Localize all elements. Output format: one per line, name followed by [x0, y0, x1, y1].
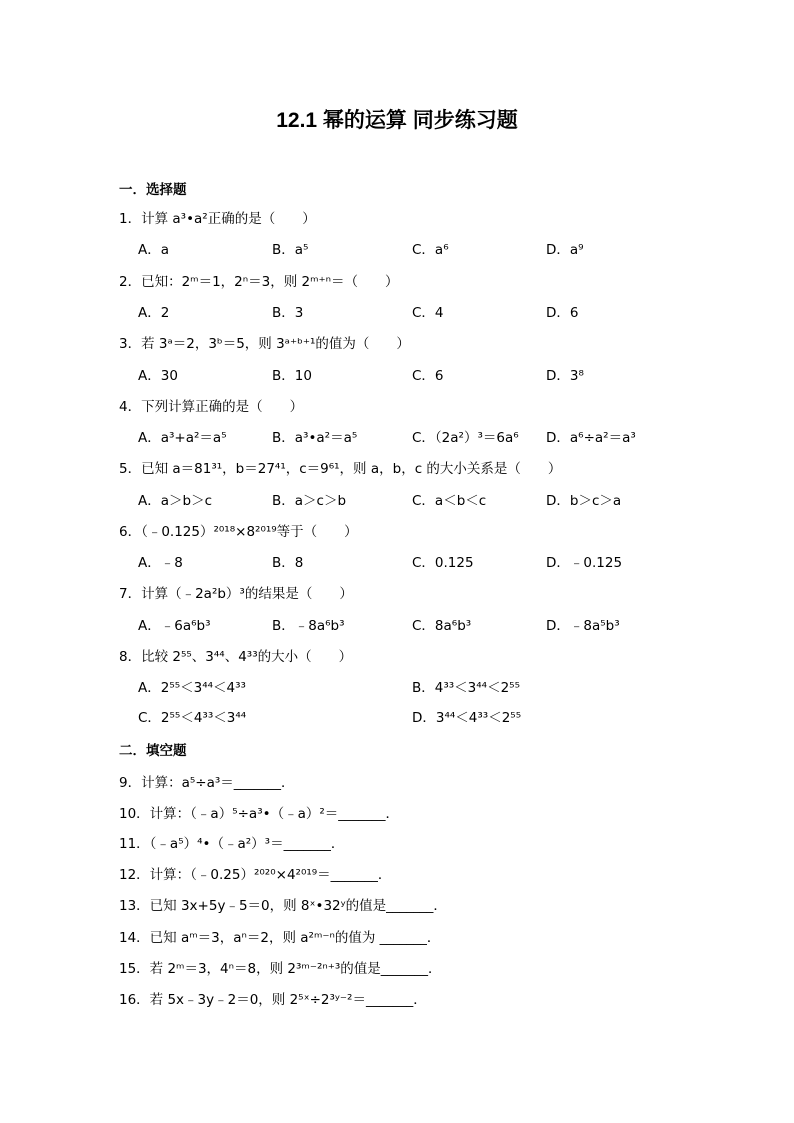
- q7-option-b: B．﹣8a⁶b³: [272, 618, 345, 634]
- q2-option-a: A．2: [138, 305, 170, 321]
- question-4: 4．下列计算正确的是（ ）: [119, 399, 304, 415]
- q3-option-b: B．10: [272, 368, 312, 384]
- q1-option-d: D．a⁹: [546, 242, 584, 258]
- q2-option-b: B．3: [272, 305, 304, 321]
- q7-option-c: C．8a⁶b³: [412, 618, 472, 634]
- question-6: 6．（﹣0.125）²⁰¹⁸×8²⁰¹⁹等于（ ）: [119, 524, 358, 540]
- question-1: 1．计算 a³•a²正确的是（ ）: [119, 211, 316, 227]
- q2-option-c: C．4: [412, 305, 444, 321]
- q6-option-b: B．8: [272, 555, 304, 571]
- q1-option-a: A．a: [138, 242, 170, 258]
- q1-option-b: B．a⁵: [272, 242, 309, 258]
- q8-option-c: C．2⁵⁵＜4³³＜3⁴⁴: [138, 710, 247, 726]
- q3-option-a: A．30: [138, 368, 178, 384]
- q4-option-c: C．（2a²）³＝6a⁶: [412, 430, 519, 446]
- q5-option-c: C．a＜b＜c: [412, 493, 487, 509]
- q8-option-b: B．4³³＜3⁴⁴＜2⁵⁵: [412, 680, 520, 696]
- question-15: 15．若 2ᵐ＝3，4ⁿ＝8，则 2³ᵐ⁻²ⁿ⁺³的值是_______．: [119, 961, 442, 977]
- question-7: 7．计算（﹣2a²b）³的结果是（ ）: [119, 586, 353, 602]
- question-11: 11．（﹣a⁵）⁴•（﹣a²）³＝_______．: [119, 836, 345, 852]
- q3-option-c: C．6: [412, 368, 444, 384]
- question-5: 5．已知 a＝81³¹，b＝27⁴¹，c＝9⁶¹，则 a，b，c 的大小关系是（ ）: [119, 461, 562, 477]
- q6-option-a: A．﹣8: [138, 555, 183, 571]
- q8-option-d: D．3⁴⁴＜4³³＜2⁵⁵: [412, 710, 522, 726]
- q5-option-d: D．b＞c＞a: [546, 493, 622, 509]
- q7-option-d: D．﹣8a⁵b³: [546, 618, 620, 634]
- page-title: 12.1 幂的运算 同步练习题: [276, 109, 518, 132]
- q6-option-c: C．0.125: [412, 555, 474, 571]
- q7-option-a: A．﹣6a⁶b³: [138, 618, 211, 634]
- question-8: 8．比较 2⁵⁵、3⁴⁴、4³³的大小（ ）: [119, 649, 353, 665]
- section-heading-fill: 二．填空题: [119, 743, 187, 758]
- question-9: 9．计算：a⁵÷a³＝_______．: [119, 775, 295, 791]
- question-14: 14．已知 aᵐ＝3，aⁿ＝2，则 a²ᵐ⁻ⁿ的值为 _______．: [119, 930, 441, 946]
- section-heading-choice: 一．选择题: [119, 182, 187, 197]
- question-10: 10．计算：（﹣a）⁵÷a³•（﹣a）²＝_______．: [119, 806, 400, 822]
- q4-option-b: B．a³•a²＝a⁵: [272, 430, 358, 446]
- q6-option-d: D．﹣0.125: [546, 555, 623, 571]
- q2-option-d: D．6: [546, 305, 579, 321]
- q1-option-c: C．a⁶: [412, 242, 449, 258]
- q3-option-d: D．3⁸: [546, 368, 584, 384]
- question-2: 2．已知：2ᵐ＝1，2ⁿ＝3，则 2ᵐ⁺ⁿ＝（ ）: [119, 274, 399, 290]
- q4-option-d: D．a⁶÷a²＝a³: [546, 430, 636, 446]
- question-3: 3．若 3ᵃ＝2，3ᵇ＝5，则 3ᵃ⁺ᵇ⁺¹的值为（ ）: [119, 336, 410, 352]
- question-16: 16．若 5x﹣3y﹣2＝0，则 2⁵ˣ÷2³ʸ⁻²＝_______．: [119, 992, 427, 1008]
- question-12: 12．计算：（﹣0.25）²⁰²⁰×4²⁰¹⁹＝_______．: [119, 867, 392, 883]
- q8-option-a: A．2⁵⁵＜3⁴⁴＜4³³: [138, 680, 246, 696]
- q5-option-b: B．a＞c＞b: [272, 493, 347, 509]
- q4-option-a: A．a³+a²＝a⁵: [138, 430, 227, 446]
- q5-option-a: A．a＞b＞c: [138, 493, 212, 509]
- question-13: 13．已知 3x+5y﹣5＝0，则 8ˣ•32ʸ的值是_______．: [119, 898, 447, 914]
